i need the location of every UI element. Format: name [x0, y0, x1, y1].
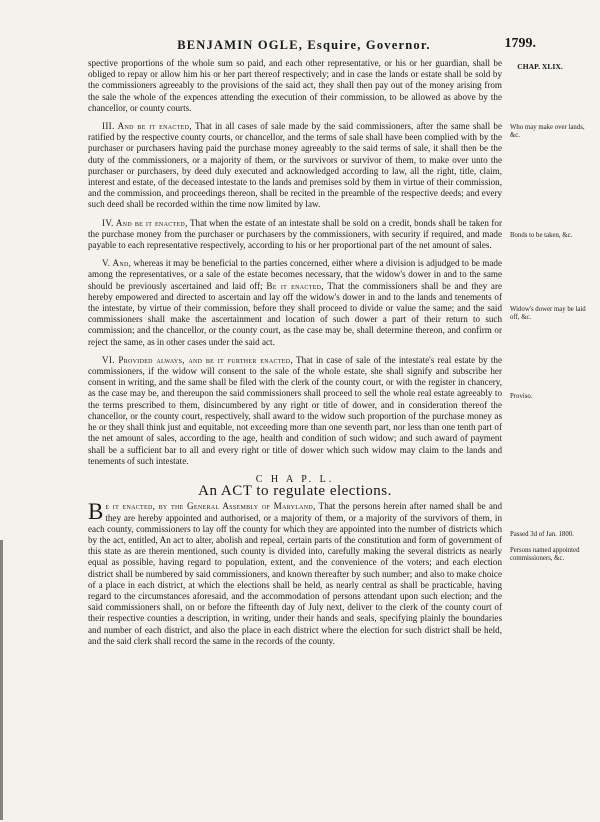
- paragraph-text: That when the estate of an intestate shall be sold on a credit, bonds shall be taken for the purchase money from the purchaser or purchasers by the commissioners, with security if required, and made payable to each representative respectively, according to his or her proportional part of the net amount of sales.: [88, 217, 502, 251]
- section-lead: III. And be it enacted,: [102, 121, 192, 132]
- paragraph-continuation: [88, 58, 502, 114]
- drop-cap: B: [88, 499, 104, 525]
- section-enacting-clause: Be it enacted,: [266, 280, 324, 291]
- body-text-column: [88, 58, 502, 654]
- section-lead: IV. And be it enacted,: [102, 217, 188, 228]
- enacting-clause: e it enacted, by the General Assembly of Maryland,: [105, 501, 316, 512]
- paragraph-text: whereas it may be beneficial to the parties concerned, either where a division is adjudged to be made among the representatives, or a sale of the estate becomes necessary, that the widow's dower in and to the same should be previously ascertained and laid off;: [88, 258, 503, 291]
- paragraph-text: That the persons herein after named shall be and they are hereby appointed and authorised, or a majority of them, or a majority of the survivors of them, in each county, commissioners to lay off the county for which they are appointed into the number of districts which by the act, entitled, An act to alter, abolish and repeal, certain parts of the constitution and form of government of this state as are therein mentioned, such county is divided into, carefully making the several districts as nearly equal as possible, having regard to population, extent, and the convenience of the voters; and each election district shall be numbered by said commissioners, and known thereafter by such number; and also to make choice of a place in each district, at which the elections shall be held, as nearly central as shall be practicable, having regard to the circumstances aforesaid, and the accommodation of persons attendant upon such election; and the said commissioners shall, on or before the fifteenth day of July next, deliver to the clerk of the county court of their respective counties a description, in writing, under their hands and seals, specifying plainly the boundaries and number of each district, and also the place in each district where the election for such district shall be held, and the said clerk shall record the same in the records of the county.: [88, 501, 503, 646]
- margin-chapter-ref: CHAP. XLIX.: [517, 62, 563, 71]
- scan-edge: [0, 540, 9, 820]
- margin-note-widows-dower: Widow's dower may be laid off, &c.: [510, 306, 586, 321]
- section-lead: VI. Provided always, and be it further enacted,: [102, 354, 293, 365]
- paragraph-section-4: [88, 218, 502, 252]
- paragraph-section-5: [88, 258, 502, 348]
- paragraph-text: That in case of sale of the intestate's real estate by the commissioners, if the widow will consent to the sale of the whole estate, she shall signify and subscribe her consent in writing, and the same shall be filed with the clerk of the county court, or with the register in chancery, as the case may be, and thereupon the said commissioners shall proceed to sell the whole real estate agreeably to the terms prescribed to them, disincumbered by any right or title of dower, and in consideration thereof the chancellor, or the county court, respectively, shall award to the widow such proportion of the purchase money as he or they shall think just and equitable, not exceeding more than one seventh part, nor less than one tenth part of the net amount of sales, according to the age, health and condition of such widow; and such award of payment shall be a sufficient bar to all and every right or title of dower which such widow may claim to the lands and tenements of such intestate.: [88, 354, 502, 466]
- margin-note-who-may-make-over: Who may make over lands, &c.: [510, 124, 585, 139]
- paragraph-text: That in all cases of sale made by the said commissioners, after the same shall be ratified by the respective county courts, or chancellor, and the terms of sale shall have been complied with by the purchaser or purchasers having paid the purchase money agreeably to the said terms of sale, it shall then be the duty of the commissioners, or a majority of them, or the survivors or survivor of them, to make over unto the purchaser or purchasers, by deed duly executed and acknowledged according to law, all the right, title, claim, interest and estate, of the deceased intestate to the lands and premises sold by them in virtue of their commission, and the commission, and proceedings thereon, shall be recited in the preamble of the respective deeds; and every such deed shall be recorded within the time now limited by law.: [88, 121, 502, 210]
- paragraph-chapter-opening: [88, 501, 502, 647]
- paragraph-text: That the commissioners shall be and they are hereby empowered and directed to ascertain and lay off the widow's dower in and to the lands and tenements of the intestate, by virtue of their commission, before they shall proceed to divide or value the same; and the said commissioners shall make the ascertainment and location of such dower a part of their return to such commission; and the chancellor, or the county court, as the case may be, shall determine thereon, and confirm or reject the same, as in other cases under the said act.: [88, 280, 503, 347]
- paragraph-section-3: [88, 121, 502, 211]
- paragraph-text: spective proportions of the whole sum so paid, and each other representative, or his or her guardian, shall be obliged to repay or allow him his or her part thereof respectively; and in case the lands or estate shall be sold by the commissioners agreeably to the provisions of the said act, they shall then pay out of the money arising from the sale the whole of the expences attending the execution of their commission, to be allowed as above by the chancellor, or county courts.: [88, 58, 502, 113]
- section-lead: V. And,: [102, 258, 132, 269]
- act-title: An ACT to regulate elections.: [198, 483, 392, 500]
- chapter-heading: C H A P. L.: [255, 473, 335, 485]
- margin-note-proviso: Proviso.: [510, 393, 533, 400]
- margin-note-persons-named: Persons named appointed commissioners, &c.: [510, 547, 580, 562]
- running-head: BENJAMIN OGLE, Esquire, Governor.: [177, 38, 431, 52]
- paragraph-section-6: [88, 355, 502, 467]
- margin-note-passed: Passed 3d of Jan. 1800.: [510, 531, 574, 538]
- page-year: 1799.: [504, 36, 536, 51]
- margin-note-bonds: Bonds to be taken, &c.: [510, 232, 573, 239]
